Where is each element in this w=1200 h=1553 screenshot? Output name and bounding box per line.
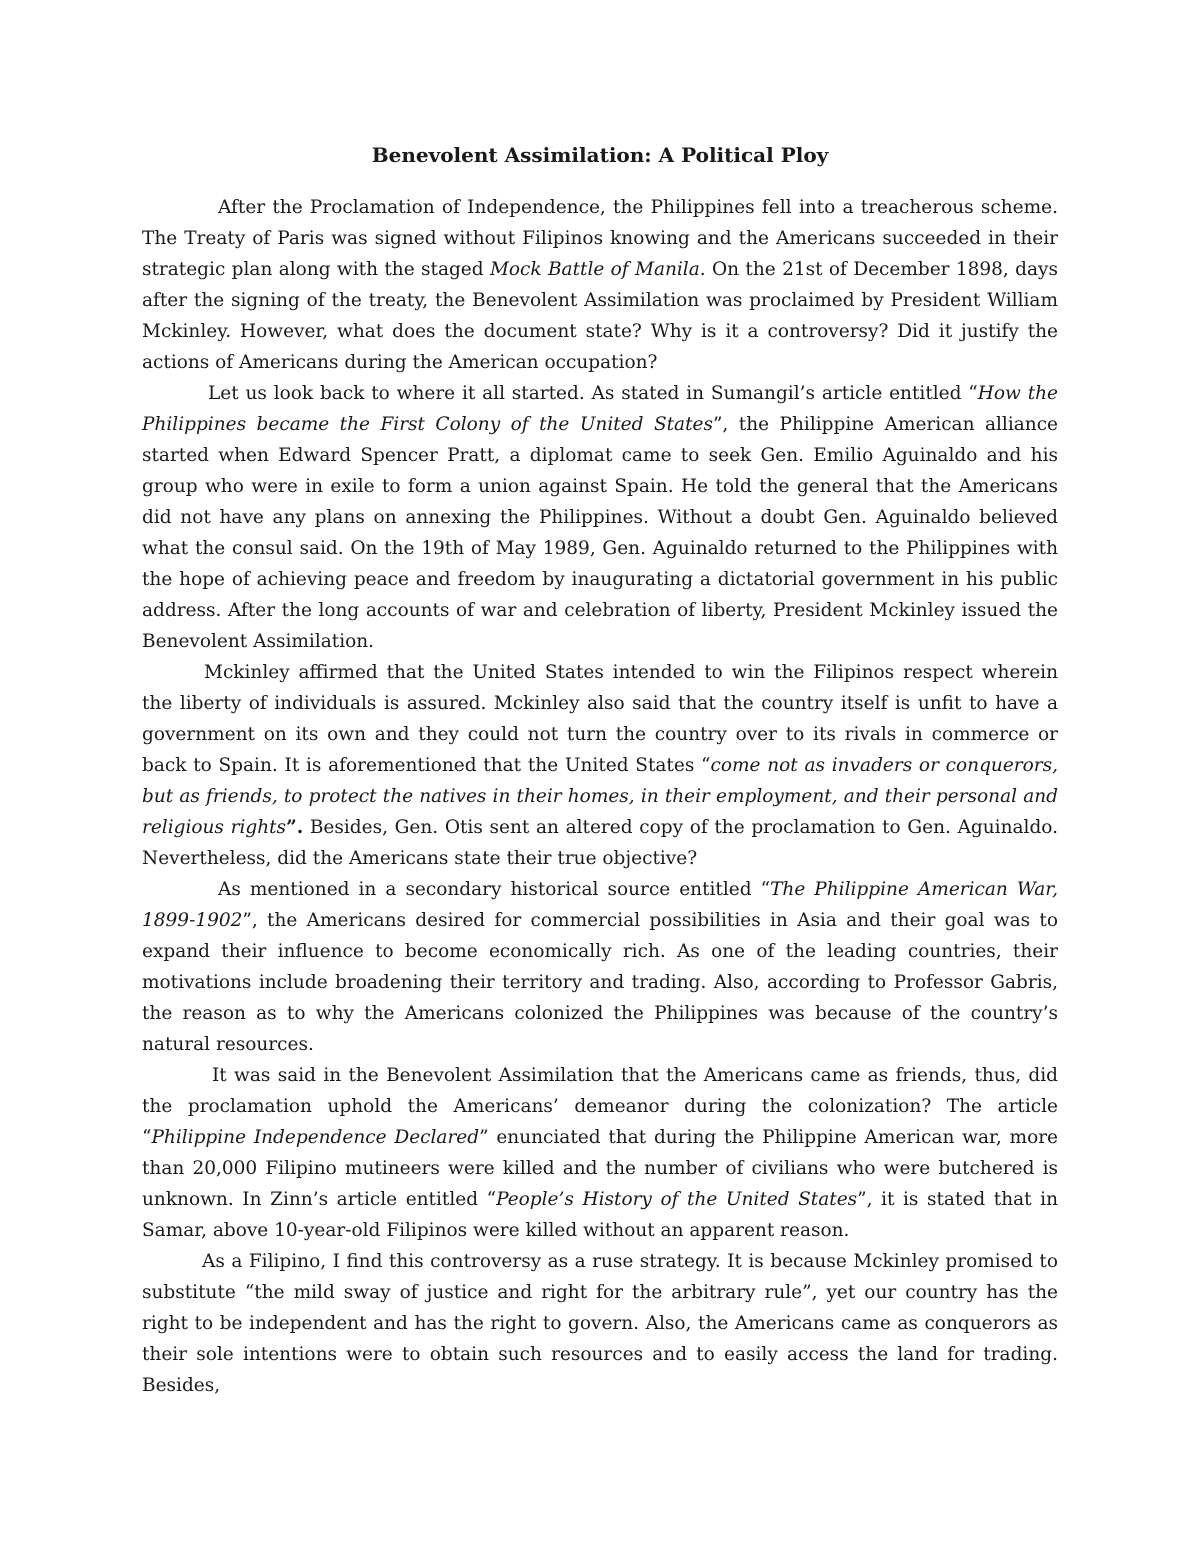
paragraph-4 bbox=[142, 874, 1058, 1060]
paragraph-text: It was said in the Benevolent Assimilation that the Americans came as friends, thus, did the proclamation uphold the Americans’ demeanor during the colonization? The article “ bbox=[142, 1065, 1058, 1148]
paragraph-2 bbox=[142, 378, 1058, 657]
paragraph-text: ” enunciated that during the Philippine American war, more than 20,000 Filipino mutineers were killed and the number of civilians who were butchered is unknown. In Zinn’s article entitled “ bbox=[142, 1127, 1059, 1210]
paragraph-1 bbox=[142, 192, 1058, 378]
paragraph-text: Mckinley affirmed that the United States intended to win the Filipinos respect wherein the liberty of individuals is assured. Mckinley also said that the country itself is unfit to have a government on its own and they could not turn the country over to its rivals in commerce or back to Spain. It is aforementioned that the United States “ bbox=[142, 662, 1058, 776]
document-title: Benevolent Assimilation: A Political Ploy bbox=[371, 143, 829, 167]
paragraph-text: On the 21st of December 1898, days after the signing of the treaty, the Benevolent Assimilation was proclaimed by President William Mckinley. However, what does the document state? Why is it a controversy? Did it justify the actions of Americans during the American occupation? bbox=[142, 259, 1058, 373]
paragraph-6 bbox=[142, 1246, 1058, 1401]
paragraph-text: As a Filipino, I find this controversy as a ruse strategy. It is because Mckinley promised to substitute “the mild sway of justice and right for the arbitrary rule”, yet our country has the right to be independent and has the right to govern. Also, the Americans came as conquerors as their sole intentions were to obtain such resources and to easily access the land for trading. Besides, bbox=[142, 1251, 1058, 1396]
italic-title-first-colony: How the Philippines became the First Colony of the United States bbox=[142, 383, 1058, 435]
paragraph-text: ”, the Americans desired for commercial possibilities in Asia and their goal was to expand their influence to become economically rich. As one of the leading countries, their motivations include broadening their territory and trading. Also, according to Professor Gabris, the reason as to why the Americans colonized the Philippines was because of the country’s natural resources. bbox=[142, 910, 1058, 1055]
paragraph-text: Let us look back to where it all started. As stated in Sumangil’s article entitled “ bbox=[208, 383, 978, 404]
paragraph-text: ”, the Philippine American alliance started when Edward Spencer Pratt, a diplomat came to seek Gen. Emilio Aguinaldo and his group who were in exile to form a union against Spain. He told the general that the Americans did not have any plans on annexing the Philippines. Without a doubt Gen. Aguinaldo believed what the consul said. On the 19th of May 1989, Gen. Aguinaldo returned to the Philippines with the hope of achieving peace and freedom by inaugurating a dictatorial government in his public address. After the long accounts of war and celebration of liberty, President Mckinley issued the Benevolent Assimilation. bbox=[142, 414, 1058, 652]
italic-title-mock-battle: Mock Battle of Manila. bbox=[489, 259, 706, 280]
document-body bbox=[142, 192, 1058, 1401]
italic-title-independence-declared: Philippine Independence Declared bbox=[151, 1127, 480, 1148]
italic-title-philippine-american-war: The Philippine American War, 1899-1902 bbox=[142, 879, 1058, 931]
paragraph-text: ”, it is stated that in Samar, above 10-year-old Filipinos were killed without an apparent reason. bbox=[142, 1189, 1058, 1241]
paragraph-5 bbox=[142, 1060, 1058, 1246]
paragraph-text: After the Proclamation of Independence, the Philippines fell into a treacherous scheme. The Treaty of Paris was signed without Filipinos knowing and the Americans succeeded in their strategic plan along with the staged bbox=[142, 197, 1058, 280]
italic-quote-proclamation: come not as invaders or conquerors, but as friends, to protect the natives in their homes, in their employment, and their personal and religious rights bbox=[142, 755, 1058, 838]
paragraph-text: Besides, Gen. Otis sent an altered copy of the proclamation to Gen. Aguinaldo. Nevertheless, did the Americans state their true objective? bbox=[142, 817, 1058, 869]
bold-closing-quote: ”. bbox=[286, 817, 304, 838]
italic-title-peoples-history: People’s History of the United States bbox=[496, 1189, 858, 1210]
paragraph-text: As mentioned in a secondary historical source entitled “ bbox=[218, 879, 771, 900]
paragraph-3 bbox=[142, 657, 1058, 874]
